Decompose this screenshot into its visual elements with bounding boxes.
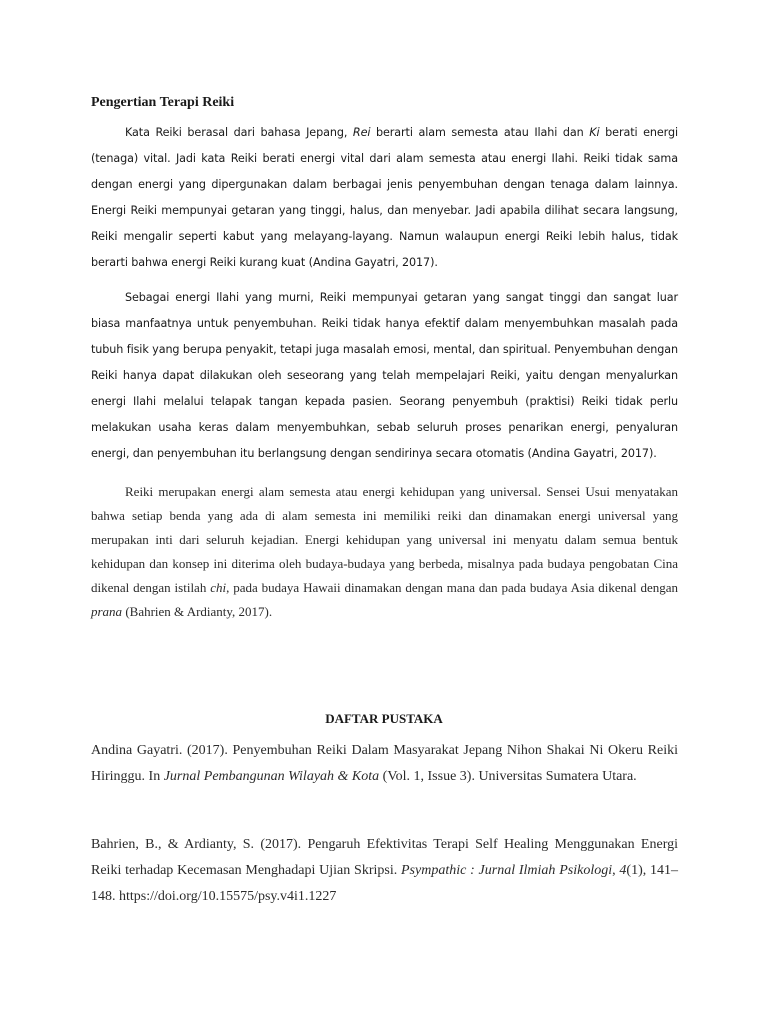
paragraph-text: berarti alam semesta atau Ilahi dan xyxy=(370,126,590,139)
italic-term: prana xyxy=(91,604,123,619)
paragraph-text: Kata Reiki berasal dari bahasa Jepang, xyxy=(125,126,353,139)
paragraph-reiki-benefits: Sebagai energi Ilahi yang murni, Reiki mempunyai getaran yang sangat tinggi dan sangat luar biasa manfaatnya untuk penyembuhan. Reiki tidak hanya efektif dalam menyembuhkan masalah pada tubuh fisik yang berupa penyakit, tetapi juga masalah emosi, mental, dan spiritual. Penyembuhan dengan Reiki hanya dapat dilakukan oleh seseorang yang telah mempelajari Reiki, yaitu dengan menyalurkan energi Ilahi melalui telapak tangan kepada pasien. Seorang penyembuh (praktisi) Reiki tidak perlu melakukan usaha keras dalam menyembuhkan, sebab seluruh proses penarikan energi, penyaluran energi, dan penyembuhan itu berlangsung dengan sendirinya secara otomatis (Andina Gayatri, 2017). xyxy=(91,291,678,460)
paragraph-reiki-definition xyxy=(91,120,678,276)
section-heading: Pengertian Terapi Reiki xyxy=(91,95,235,110)
journal-title: Jurnal Pembangunan Wilayah & Kota xyxy=(163,769,380,784)
reference-text: (1), 141–148. https://doi.org/10.15575/psy.v4i1.1227 xyxy=(91,863,679,904)
paragraph-text: Reiki merupakan energi alam semesta atau energi kehidupan yang universal. Sensei Usui menyatakan bahwa setiap benda yang ada di alam semesta ini memiliki reiki dan dinamakan energi universal yang merupakan inti dari seluruh kejadian. Energi kehidupan yang universal ini menyatu dalam semua bentuk kehidupan dan konsep ini diterima oleh budaya-budaya yang berbeda, misalnya pada budaya pengobatan Cina dikenal dengan istilah xyxy=(91,484,678,595)
paragraph-text: , pada budaya Hawaii dinamakan dengan mana dan pada budaya Asia dikenal dengan xyxy=(226,580,678,595)
references-title: DAFTAR PUSTAKA xyxy=(325,711,443,726)
reference-text: (Vol. 1, Issue 3). Universitas Sumatera Utara. xyxy=(379,769,637,784)
paragraph-universal-energy xyxy=(91,480,678,624)
reference-text: Bahrien, B., & Ardianty, S. (2017). Pengaruh Efektivitas Terapi Self Healing Menggunakan Energi Reiki terhadap Kecemasan Menghadapi Ujian Skripsi. xyxy=(91,837,678,878)
reference-entry xyxy=(91,832,678,910)
reference-text: , xyxy=(612,863,620,878)
italic-term: chi xyxy=(210,580,227,595)
journal-title: Psympathic : Jurnal Ilmiah Psikologi xyxy=(401,863,613,878)
reference-entry xyxy=(91,738,678,790)
paragraph-text: (Bahrien & Ardianty, 2017). xyxy=(122,604,273,619)
reference-text: Andina Gayatri. (2017). Penyembuhan Reiki Dalam Masyarakat Jepang Nihon Shakai Ni Okeru Reiki Hiringgu. In xyxy=(91,743,678,784)
italic-term: Rei xyxy=(352,126,371,139)
paragraph-text: berati energi (tenaga) vital. Jadi kata Reiki berati energi vital dari alam semesta atau energi Ilahi. Reiki tidak sama dengan energi yang dipergunakan dalam berbagai jenis penyembuhan dengan tenaga dalam lainnya. Energi Reiki mempunyai getaran yang tinggi, halus, dan menyebar. Jadi apabila dilihat secara langsung, Reiki mengalir seperti kabut yang melayang-layang. Namun walaupun energi Reiki lebih halus, tidak berarti bahwa energi Reiki kurang kuat (Andina Gayatri, 2017). xyxy=(91,126,678,269)
journal-volume: 4 xyxy=(619,863,627,878)
italic-term: Ki xyxy=(589,126,600,139)
